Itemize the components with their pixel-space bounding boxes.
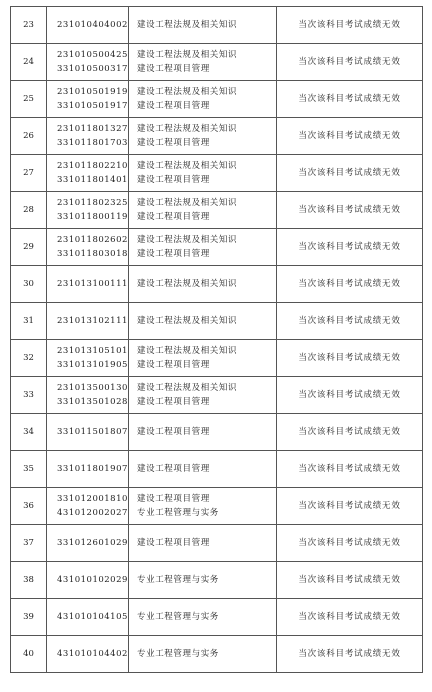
subject-name: 建设工程法规及相关知识 bbox=[137, 346, 238, 356]
table-row bbox=[11, 155, 423, 192]
candidate-code: 331013501028 bbox=[57, 397, 128, 407]
subject-cell bbox=[129, 636, 277, 673]
subject-name: 建设工程项目管理 bbox=[137, 212, 210, 222]
candidate-code-cell bbox=[47, 44, 129, 81]
result-note: 当次该科目考试成绩无效 bbox=[277, 155, 423, 192]
result-note: 当次该科目考试成绩无效 bbox=[277, 488, 423, 525]
candidate-code-cell bbox=[47, 377, 129, 414]
subject-cell bbox=[129, 7, 277, 44]
result-note: 当次该科目考试成绩无效 bbox=[277, 451, 423, 488]
subject-name: 建设工程法规及相关知识 bbox=[137, 198, 238, 208]
subject-cell bbox=[129, 192, 277, 229]
row-index: 28 bbox=[11, 192, 47, 229]
candidate-code: 331011801703 bbox=[57, 138, 128, 148]
subject-cell bbox=[129, 562, 277, 599]
subject-name: 建设工程法规及相关知识 bbox=[137, 50, 238, 60]
candidate-code: 431010104105 bbox=[57, 612, 128, 622]
row-index: 31 bbox=[11, 303, 47, 340]
subject-name: 建设工程法规及相关知识 bbox=[137, 316, 238, 326]
result-note: 当次该科目考试成绩无效 bbox=[277, 118, 423, 155]
candidate-code-cell bbox=[47, 451, 129, 488]
subject-cell bbox=[129, 451, 277, 488]
result-note: 当次该科目考试成绩无效 bbox=[277, 525, 423, 562]
row-index: 27 bbox=[11, 155, 47, 192]
subject-name: 建设工程法规及相关知识 bbox=[137, 124, 238, 134]
subject-name: 建设工程项目管理 bbox=[137, 427, 210, 437]
candidate-code: 231013500130 bbox=[57, 383, 128, 393]
subject-name: 建设工程项目管理 bbox=[137, 175, 210, 185]
row-index: 39 bbox=[11, 599, 47, 636]
row-index: 34 bbox=[11, 414, 47, 451]
row-index: 37 bbox=[11, 525, 47, 562]
subject-cell bbox=[129, 414, 277, 451]
table-row bbox=[11, 488, 423, 525]
candidate-code-cell bbox=[47, 599, 129, 636]
subject-name: 建设工程项目管理 bbox=[137, 249, 210, 259]
row-index: 33 bbox=[11, 377, 47, 414]
subject-cell bbox=[129, 229, 277, 266]
candidate-code-cell bbox=[47, 81, 129, 118]
subject-cell bbox=[129, 44, 277, 81]
table-row bbox=[11, 229, 423, 266]
table-row bbox=[11, 451, 423, 488]
row-index: 35 bbox=[11, 451, 47, 488]
result-note: 当次该科目考试成绩无效 bbox=[277, 7, 423, 44]
table-row bbox=[11, 414, 423, 451]
row-index: 29 bbox=[11, 229, 47, 266]
subject-name: 建设工程法规及相关知识 bbox=[137, 87, 238, 97]
result-note: 当次该科目考试成绩无效 bbox=[277, 81, 423, 118]
subject-name: 专业工程管理与实务 bbox=[137, 575, 219, 585]
subject-name: 建设工程项目管理 bbox=[137, 360, 210, 370]
table-row bbox=[11, 192, 423, 229]
subject-name: 建设工程法规及相关知识 bbox=[137, 235, 238, 245]
subject-name: 建设工程项目管理 bbox=[137, 494, 210, 504]
row-index: 30 bbox=[11, 266, 47, 303]
candidate-code: 231010501919 bbox=[57, 87, 128, 97]
candidate-code-cell bbox=[47, 266, 129, 303]
subject-name: 建设工程项目管理 bbox=[137, 101, 210, 111]
result-note: 当次该科目考试成绩无效 bbox=[277, 636, 423, 673]
result-note: 当次该科目考试成绩无效 bbox=[277, 414, 423, 451]
candidate-code-cell bbox=[47, 118, 129, 155]
table-row bbox=[11, 636, 423, 673]
candidate-code: 231011801327 bbox=[57, 124, 128, 134]
table-row bbox=[11, 7, 423, 44]
candidate-code: 331011800119 bbox=[57, 212, 128, 222]
table-row bbox=[11, 81, 423, 118]
candidate-code: 331011801907 bbox=[57, 464, 128, 474]
candidate-code: 331010500317 bbox=[57, 64, 128, 74]
results-table-body bbox=[11, 7, 423, 673]
subject-name: 建设工程法规及相关知识 bbox=[137, 20, 238, 30]
candidate-code: 231013105101 bbox=[57, 346, 128, 356]
subject-name: 专业工程管理与实务 bbox=[137, 508, 219, 518]
table-row bbox=[11, 118, 423, 155]
candidate-code: 431010102029 bbox=[57, 575, 128, 585]
subject-cell bbox=[129, 488, 277, 525]
row-index: 23 bbox=[11, 7, 47, 44]
row-index: 40 bbox=[11, 636, 47, 673]
result-note: 当次该科目考试成绩无效 bbox=[277, 192, 423, 229]
candidate-code: 231010500425 bbox=[57, 50, 128, 60]
candidate-code: 231013102111 bbox=[57, 316, 128, 326]
result-note: 当次该科目考试成绩无效 bbox=[277, 266, 423, 303]
candidate-code-cell bbox=[47, 488, 129, 525]
row-index: 26 bbox=[11, 118, 47, 155]
subject-name: 建设工程法规及相关知识 bbox=[137, 383, 238, 393]
subject-cell bbox=[129, 377, 277, 414]
results-table bbox=[10, 6, 423, 673]
row-index: 36 bbox=[11, 488, 47, 525]
result-note: 当次该科目考试成绩无效 bbox=[277, 599, 423, 636]
table-row bbox=[11, 340, 423, 377]
table-row bbox=[11, 562, 423, 599]
subject-cell bbox=[129, 118, 277, 155]
candidate-code-cell bbox=[47, 229, 129, 266]
table-row bbox=[11, 525, 423, 562]
result-note: 当次该科目考试成绩无效 bbox=[277, 303, 423, 340]
subject-cell bbox=[129, 266, 277, 303]
table-row bbox=[11, 377, 423, 414]
candidate-code: 231011802210 bbox=[57, 161, 128, 171]
candidate-code: 331011803018 bbox=[57, 249, 128, 259]
candidate-code: 331010501917 bbox=[57, 101, 128, 111]
subject-cell bbox=[129, 599, 277, 636]
result-note: 当次该科目考试成绩无效 bbox=[277, 377, 423, 414]
table-row bbox=[11, 599, 423, 636]
candidate-code: 231013100111 bbox=[57, 279, 128, 289]
candidate-code-cell bbox=[47, 562, 129, 599]
subject-name: 建设工程项目管理 bbox=[137, 464, 210, 474]
result-note: 当次该科目考试成绩无效 bbox=[277, 229, 423, 266]
candidate-code: 331012001810 bbox=[57, 494, 128, 504]
candidate-code-cell bbox=[47, 340, 129, 377]
result-note: 当次该科目考试成绩无效 bbox=[277, 562, 423, 599]
candidate-code: 431012002027 bbox=[57, 508, 128, 518]
subject-name: 专业工程管理与实务 bbox=[137, 649, 219, 659]
subject-cell bbox=[129, 303, 277, 340]
subject-cell bbox=[129, 525, 277, 562]
candidate-code: 431010104402 bbox=[57, 649, 128, 659]
subject-cell bbox=[129, 155, 277, 192]
subject-name: 建设工程项目管理 bbox=[137, 138, 210, 148]
candidate-code-cell bbox=[47, 636, 129, 673]
row-index: 38 bbox=[11, 562, 47, 599]
candidate-code: 231011802325 bbox=[57, 198, 128, 208]
candidate-code: 231011802602 bbox=[57, 235, 128, 245]
candidate-code: 331013101905 bbox=[57, 360, 128, 370]
table-row bbox=[11, 44, 423, 81]
subject-cell bbox=[129, 81, 277, 118]
candidate-code-cell bbox=[47, 155, 129, 192]
row-index: 25 bbox=[11, 81, 47, 118]
subject-name: 建设工程法规及相关知识 bbox=[137, 161, 238, 171]
row-index: 32 bbox=[11, 340, 47, 377]
candidate-code-cell bbox=[47, 7, 129, 44]
candidate-code-cell bbox=[47, 192, 129, 229]
table-row bbox=[11, 266, 423, 303]
subject-cell bbox=[129, 340, 277, 377]
candidate-code: 331012601029 bbox=[57, 538, 128, 548]
table-row bbox=[11, 303, 423, 340]
candidate-code: 331011501807 bbox=[57, 427, 128, 437]
candidate-code-cell bbox=[47, 303, 129, 340]
candidate-code: 331011801401 bbox=[57, 175, 128, 185]
subject-name: 建设工程项目管理 bbox=[137, 397, 210, 407]
subject-name: 建设工程法规及相关知识 bbox=[137, 279, 238, 289]
candidate-code-cell bbox=[47, 525, 129, 562]
subject-name: 专业工程管理与实务 bbox=[137, 612, 219, 622]
subject-name: 建设工程项目管理 bbox=[137, 64, 210, 74]
candidate-code-cell bbox=[47, 414, 129, 451]
result-note: 当次该科目考试成绩无效 bbox=[277, 340, 423, 377]
subject-name: 建设工程项目管理 bbox=[137, 538, 210, 548]
result-note: 当次该科目考试成绩无效 bbox=[277, 44, 423, 81]
row-index: 24 bbox=[11, 44, 47, 81]
candidate-code: 231010404002 bbox=[57, 20, 128, 30]
